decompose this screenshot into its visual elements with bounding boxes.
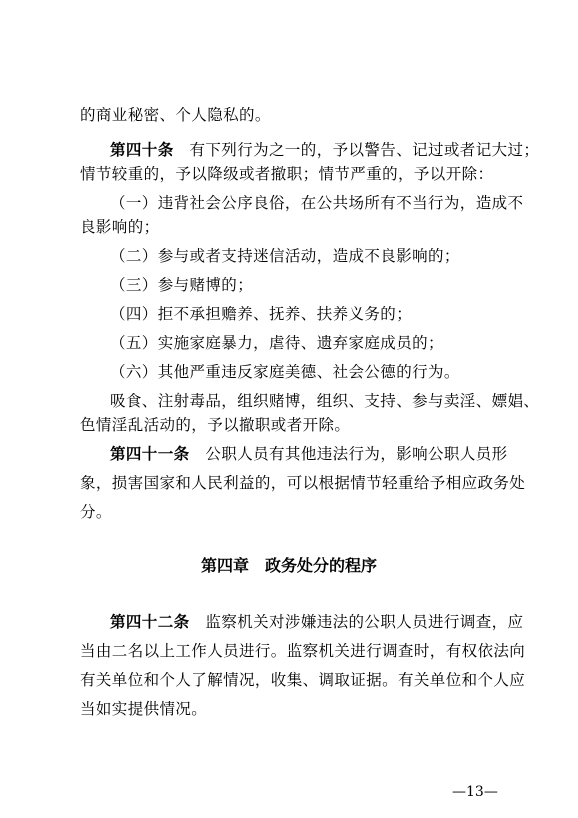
- list-item: （五）实施家庭暴力，虐待、遗弃家庭成员的；: [110, 334, 444, 352]
- page-number: —13—: [452, 784, 498, 800]
- text-line: 公职人员有其他违法行为，影响公职人员形: [189, 445, 508, 463]
- text-line: 色情淫乱活动的，予以撤职或者开除。: [80, 416, 351, 434]
- article-42-title: 第四十二条: [110, 613, 190, 631]
- list-item: （四）拒不承担赡养、抚养、扶养义务的；: [110, 305, 413, 323]
- text-line: 分。: [80, 503, 112, 521]
- text-line: 吸食、注射毒品，组织赌博，组织、支持、参与卖淫、嫖娼、: [110, 392, 540, 410]
- list-item: （二）参与或者支持迷信活动，造成不良影响的；: [110, 247, 460, 265]
- text-line: 象，损害国家和人民利益的，可以根据情节轻重给予相应政务处: [80, 474, 526, 492]
- text-line: 当如实提供情况。: [80, 700, 208, 718]
- text-line: 良影响的；: [80, 218, 160, 236]
- text-line: 当由二名以上工作人员进行。监察机关进行调查时，有权依法向: [80, 642, 526, 660]
- text-line: 有关单位和个人了解情况，收集、调取证据。有关单位和个人应: [80, 671, 526, 689]
- text-line: 有下列行为之一的，予以警告、记过或者记大过；: [173, 141, 540, 159]
- list-item: （三）参与赌博的；: [110, 276, 254, 294]
- article-41-title: 第四十一条: [110, 445, 190, 463]
- article-40-title: 第四十条: [110, 141, 174, 159]
- list-item: （六）其他严重违反家庭美德、社会公德的行为。: [110, 363, 460, 381]
- article-41-paragraph: [110, 444, 508, 464]
- text-line: 情节较重的，予以降级或者撤职；情节严重的，予以开除：: [80, 165, 494, 183]
- article-42-paragraph: [110, 612, 523, 632]
- text-line: 的商业秘密、个人隐私的。: [80, 106, 271, 124]
- chapter-heading: 第四章 政务处分的程序: [200, 556, 377, 575]
- text-line: 监察机关对涉嫌违法的公职人员进行调查，应: [189, 613, 524, 631]
- article-40-paragraph: [110, 140, 539, 160]
- list-item: （一）违背社会公序良俗，在公共场所有不当行为，造成不: [110, 194, 524, 212]
